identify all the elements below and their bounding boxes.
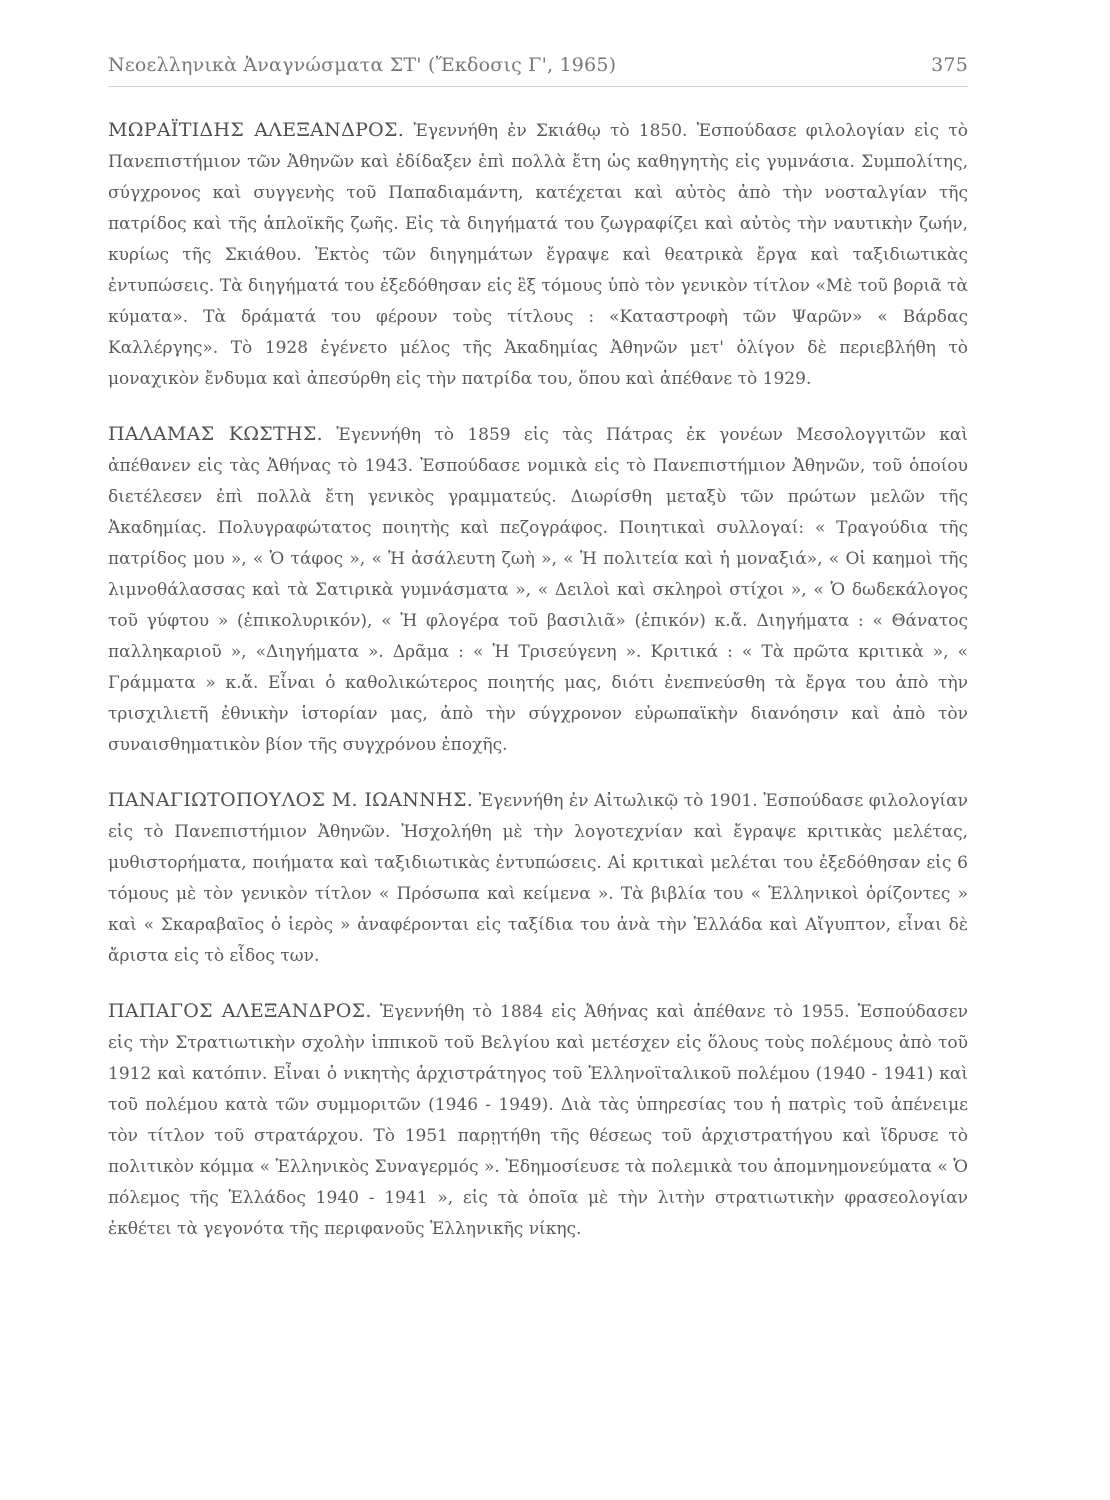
entry-name: ΜΩΡΑΪΤΙΔΗΣ ΑΛΕΞΑΝΔΡΟΣ. xyxy=(108,119,405,141)
entry-name: ΠΑΠΑΓΟΣ ΑΛΕΞΑΝΔΡΟΣ. xyxy=(108,1000,372,1022)
book-page xyxy=(108,54,968,1474)
biography-entry xyxy=(108,785,968,972)
running-head xyxy=(108,54,968,87)
biography-entries xyxy=(108,115,968,1245)
biography-entry xyxy=(108,419,968,761)
entry-name: ΠΑΝΑΓΙΩΤΟΠΟΥΛΟΣ Μ. ΙΩΑΝΝΗΣ. xyxy=(108,789,474,811)
entry-text: Ἐγεννήθη ἐν Σκιάθῳ τὸ 1850. Ἐσπούδασε φιλολογίαν εἰς τὸ Πανεπιστήμιον τῶν Ἀθηνῶν καὶ ἐδίδαξεν ἐπὶ πολλὰ ἔτη ὡς καθηγητὴς εἰς γυμνάσια. Συμπολίτης, σύγχρονος καὶ συγγενὴς τοῦ Παπαδιαμάντη, κατέχεται καὶ αὐτὸς ἀπὸ τὴν νοσταλγίαν τῆς πατρίδος καὶ τῆς ἁπλοϊκῆς ζωῆς. Εἰς τὰ διηγήματά του ζωγραφίζει καὶ αὐτὸς τὴν ναυτικὴν ζωήν, κυρίως τῆς Σκιάθου. Ἐκτὸς τῶν διηγημάτων ἔγραψε καὶ θεατρικὰ ἔργα καὶ ταξιδιωτικὰς ἐντυπώσεις. Τὰ διηγήματά του ἐξεδόθησαν εἰς ἓξ τόμους ὑπὸ τὸν γενικὸν τίτλον «Μὲ τοῦ βοριᾶ τὰ κύματα». Τὰ δράματά του φέρουν τοὺς τίτλους : «Καταστροφὴ τῶν Ψαρῶν» « Βάρδας Καλλέργης». Τὸ 1928 ἐγένετο μέλος τῆς Ἀκαδημίας Ἀθηνῶν μετ' ὀλίγον δὲ περιεβλήθη τὸ μοναχικὸν ἔνδυμα καὶ ἀπεσύρθη εἰς τὴν πατρίδα του, ὅπου καὶ ἀπέθανε τὸ 1929. xyxy=(108,121,968,389)
entry-text: Ἐγεννήθη τὸ 1859 εἰς τὰς Πάτρας ἐκ γονέων Μεσολογγιτῶν καὶ ἀπέθανεν εἰς τὰς Ἀθήνας τὸ 1943. Ἐσπούδασε νομικὰ εἰς τὸ Πανεπιστήμιον Ἀθηνῶν, τοῦ ὁποίου διετέλεσεν ἐπὶ πολλὰ ἔτη γενικὸς γραμματεύς. Διωρίσθη μεταξὺ τῶν πρώτων μελῶν τῆς Ἀκαδημίας. Πολυγραφώτατος ποιητὴς καὶ πεζογράφος. Ποιητικαὶ συλλογαί: « Τραγούδια τῆς πατρίδος μου », « Ὁ τάφος », « Ἡ ἀσάλευτη ζωὴ », « Ἡ πολιτεία καὶ ἡ μοναξιά», « Οἱ καημοὶ τῆς λιμνοθάλασσας καὶ τὰ Σατιρικὰ γυμνάσματα », « Δειλοὶ καὶ σκληροὶ στίχοι », « Ὁ δωδεκάλογος τοῦ γύφτου » (ἐπικολυρικόν), « Ἡ φλογέρα τοῦ βασιλιᾶ» (ἐπικόν) κ.ἄ. Διηγήματα : « Θάνατος παλληκαριοῦ », «Διηγήματα ». Δρᾶμα : « Ἡ Τρισεύγενη ». Κριτικά : « Τὰ πρῶτα κριτικὰ », « Γράμματα » κ.ἄ. Εἶναι ὁ καθολικώτερος ποιητής μας, διότι ἐνεπνεύσθη τὰ ἔργα του ἀπὸ τὴν τρισχιλιετῆ ἐθνικὴν ἱστορίαν μας, ἀπὸ τὴν σύγχρονον εὐρωπαϊκὴν διανόησιν καὶ ἀπὸ τὸν συναισθηματικὸν βίον τῆς συγχρόνου ἐποχῆς. xyxy=(108,425,968,755)
entry-text: Ἐγεννήθη ἐν Αἰτωλικῷ τὸ 1901. Ἐσπούδασε φιλολογίαν εἰς τὸ Πανεπιστήμιον Ἀθηνῶν. Ἠσχολήθη μὲ τὴν λογοτεχνίαν καὶ ἔγραψε κριτικὰς μελέτας, μυθιστορήματα, ποιήματα καὶ ταξιδιωτικὰς ἐντυπώσεις. Αἱ κριτικαὶ μελέται του ἐξεδόθησαν εἰς 6 τόμους μὲ τὸν γενικὸν τίτλον « Πρόσωπα καὶ κείμενα ». Τὰ βιβλία του « Ἑλληνικοὶ ὁρίζοντες » καὶ « Σκαραβαῖος ὁ ἱερὸς » ἀναφέρονται εἰς ταξίδια του ἀνὰ τὴν Ἑλλάδα καὶ Αἴγυπτον, εἶναι δὲ ἄριστα εἰς τὸ εἶδος των. xyxy=(108,791,968,966)
entry-name: ΠΑΛΑΜΑΣ ΚΩΣΤΗΣ. xyxy=(108,423,323,445)
biography-entry xyxy=(108,996,968,1245)
running-head-title: Νεοελληνικὰ Ἀναγνώσματα ΣΤ' (Ἔκδοσις Γ', 1965) xyxy=(108,54,617,76)
entry-text: Ἐγεννήθη τὸ 1884 εἰς Ἀθήνας καὶ ἀπέθανε τὸ 1955. Ἐσπούδασεν εἰς τὴν Στρατιωτικὴν σχολὴν ἱππικοῦ τοῦ Βελγίου καὶ μετέσχεν εἰς ὅλους τοὺς πολέμους ἀπὸ τοῦ 1912 καὶ κατόπιν. Εἶναι ὁ νικητὴς ἀρχιστράτηγος τοῦ Ἑλληνοϊταλικοῦ πολέμου (1940 - 1941) καὶ τοῦ πολέμου κατὰ τῶν συμμοριτῶν (1946 - 1949). Διὰ τὰς ὑπηρεσίας του ἡ πατρὶς τοῦ ἀπένειμε τὸν τίτλον τοῦ στρατάρχου. Τὸ 1951 παρῃτήθη τῆς θέσεως τοῦ ἀρχιστρατήγου καὶ ἵδρυσε τὸ πολιτικὸν κόμμα « Ἑλληνικὸς Συναγερμός ». Ἐδημοσίευσε τὰ πολεμικὰ του ἀπομνημονεύματα « Ὁ πόλεμος τῆς Ἑλλάδος 1940 - 1941 », εἰς τὰ ὁποῖα μὲ τὴν λιτὴν στρατιωτικὴν φρασεολογίαν ἐκθέτει τὰ γεγονότα τῆς περιφανοῦς Ἑλληνικῆς νίκης. xyxy=(108,1002,968,1239)
biography-entry xyxy=(108,115,968,395)
page-number: 375 xyxy=(931,54,968,76)
